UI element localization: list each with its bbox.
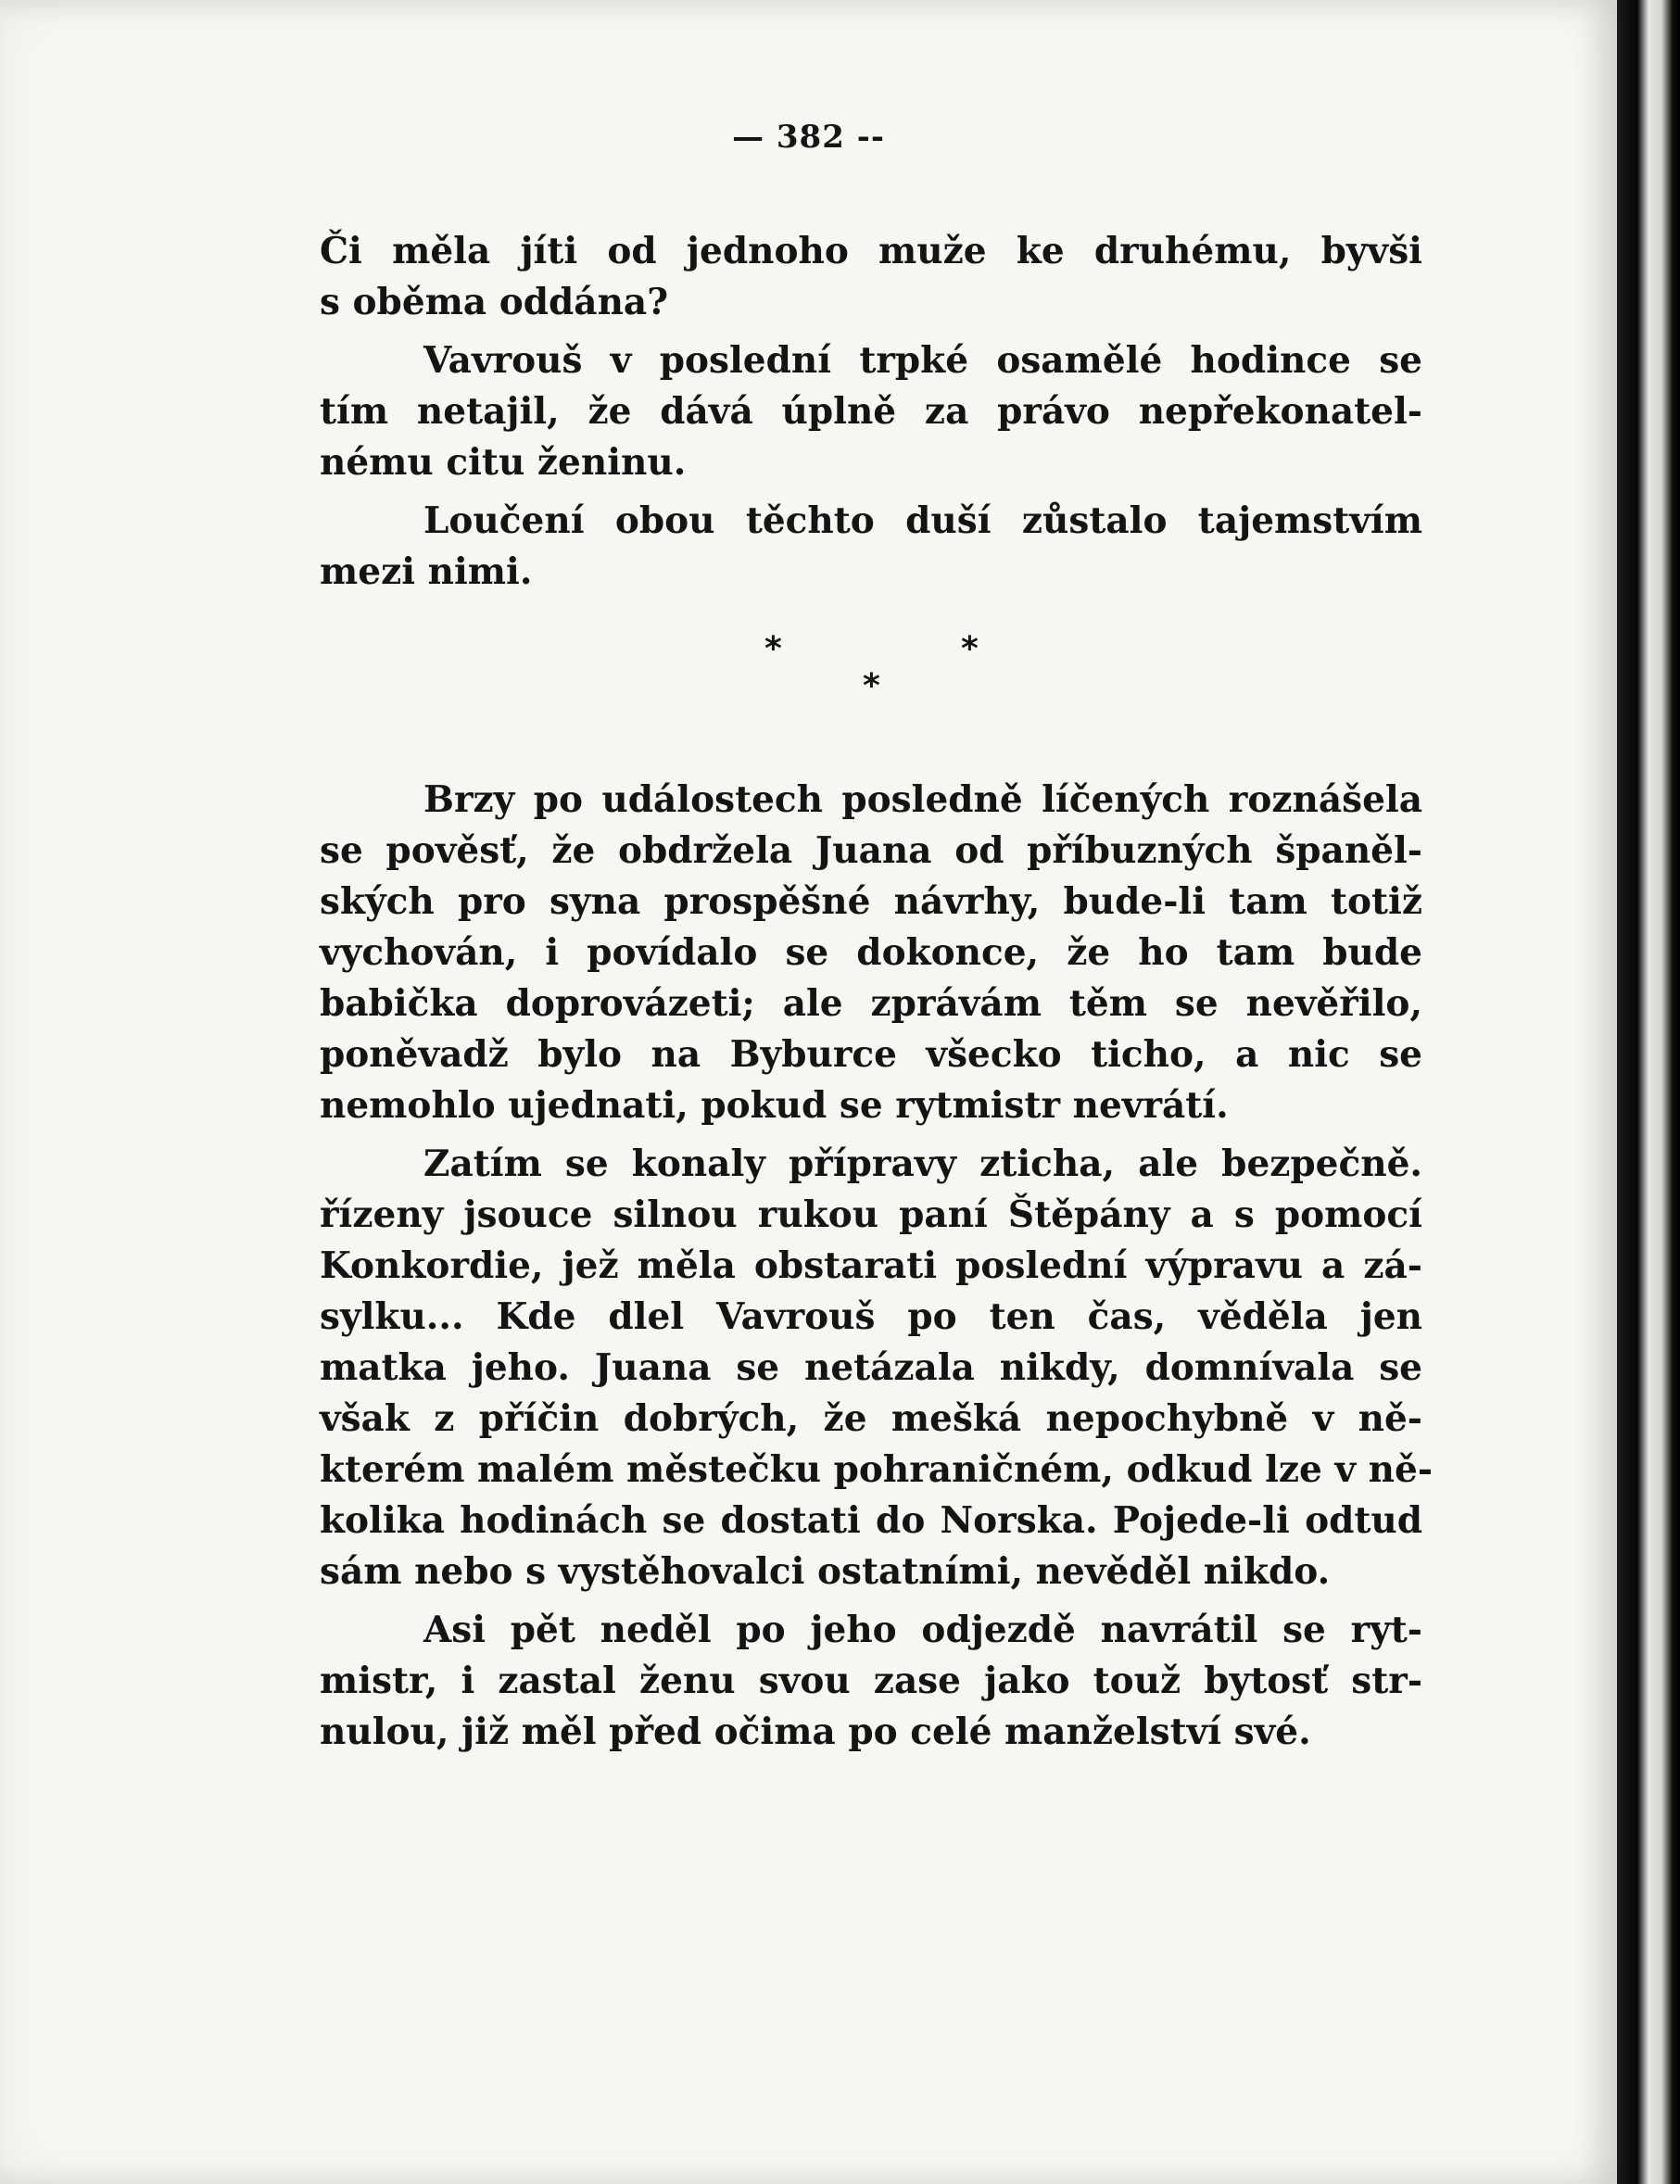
text-line: babička doprovázeti; ale zprávám těm se nevěřilo,	[320, 982, 1422, 1025]
text-line: nulou, již měl před očima po celé manželství své.	[320, 1711, 1311, 1753]
text-line: řízeny jsouce silnou rukou paní Štěpány a s pomocí	[320, 1193, 1422, 1236]
page-edge-shadow	[1617, 0, 1680, 2184]
text-line: poněvadž bylo na Byburce všecko ticho, a nic se	[320, 1033, 1422, 1076]
text-line: sylku... Kde dlel Vavrouš po ten čas, věděla jen	[320, 1295, 1422, 1338]
text-line: mezi nimi.	[320, 550, 533, 593]
text-line: matka jeho. Juana se netázala nikdy, domnívala se	[320, 1346, 1422, 1389]
text-line: mistr, i zastal ženu svou zase jako touž bytosť str-	[320, 1660, 1422, 1702]
text-line: se pověsť, že obdržela Juana od příbuzných španěl-	[320, 829, 1422, 872]
text-line: tím netajil, že dává úplně za právo nepřekonatel-	[320, 390, 1422, 433]
text-line: Brzy po událostech posledně líčených roznášela	[423, 778, 1422, 821]
text-line: Vavrouš v poslední trpké osamělé hodince se	[423, 339, 1422, 382]
asterisk-icon: *	[764, 630, 782, 668]
text-line: kolika hodinách se dostati do Norska. Pojede-li odtud	[320, 1499, 1422, 1542]
paragraph-5	[320, 1139, 1434, 1597]
text-line: Asi pět neděl po jeho odjezdě navrátil se ryt-	[423, 1609, 1422, 1651]
paragraph-1	[320, 226, 1422, 328]
paragraph-2	[320, 335, 1422, 488]
page-number: — 382 --	[732, 119, 885, 156]
paragraph-4	[320, 775, 1422, 1131]
text-line: Či měla jíti od jednoho muže ke druhému, byvši	[320, 230, 1422, 272]
text-line: však z příčin dobrých, že mešká nepochybně v ně-	[320, 1397, 1422, 1440]
paragraph-6	[320, 1605, 1422, 1758]
text-line: nému citu ženinu.	[320, 441, 687, 484]
text-line: nemohlo ujednati, pokud se rytmistr nevrátí.	[320, 1084, 1229, 1127]
section-separator	[320, 605, 1422, 767]
text-line: s oběma oddána?	[320, 281, 669, 323]
text-line: Loučení obou těchto duší zůstalo tajemstvím	[423, 499, 1422, 542]
text-line: Konkordie, jež měla obstarati poslední výpravu a zá-	[320, 1244, 1422, 1287]
asterisk-icon: *	[961, 630, 979, 668]
text-line: sám nebo s vystěhovalci ostatními, nevěděl nikdo.	[320, 1550, 1331, 1593]
text-line: Zatím se konaly přípravy zticha, ale bezpečně.	[423, 1142, 1422, 1185]
asterisk-icon: *	[863, 667, 880, 705]
paragraph-3	[320, 496, 1422, 598]
body-text	[320, 226, 1434, 1765]
text-line: kterém malém městečku pohraničném, odkud lze v ně-	[320, 1448, 1434, 1491]
text-line: vychován, i povídalo se dokonce, že ho tam bude	[320, 931, 1422, 974]
text-line: ských pro syna prospěšné návrhy, bude-li tam totiž	[320, 880, 1422, 923]
